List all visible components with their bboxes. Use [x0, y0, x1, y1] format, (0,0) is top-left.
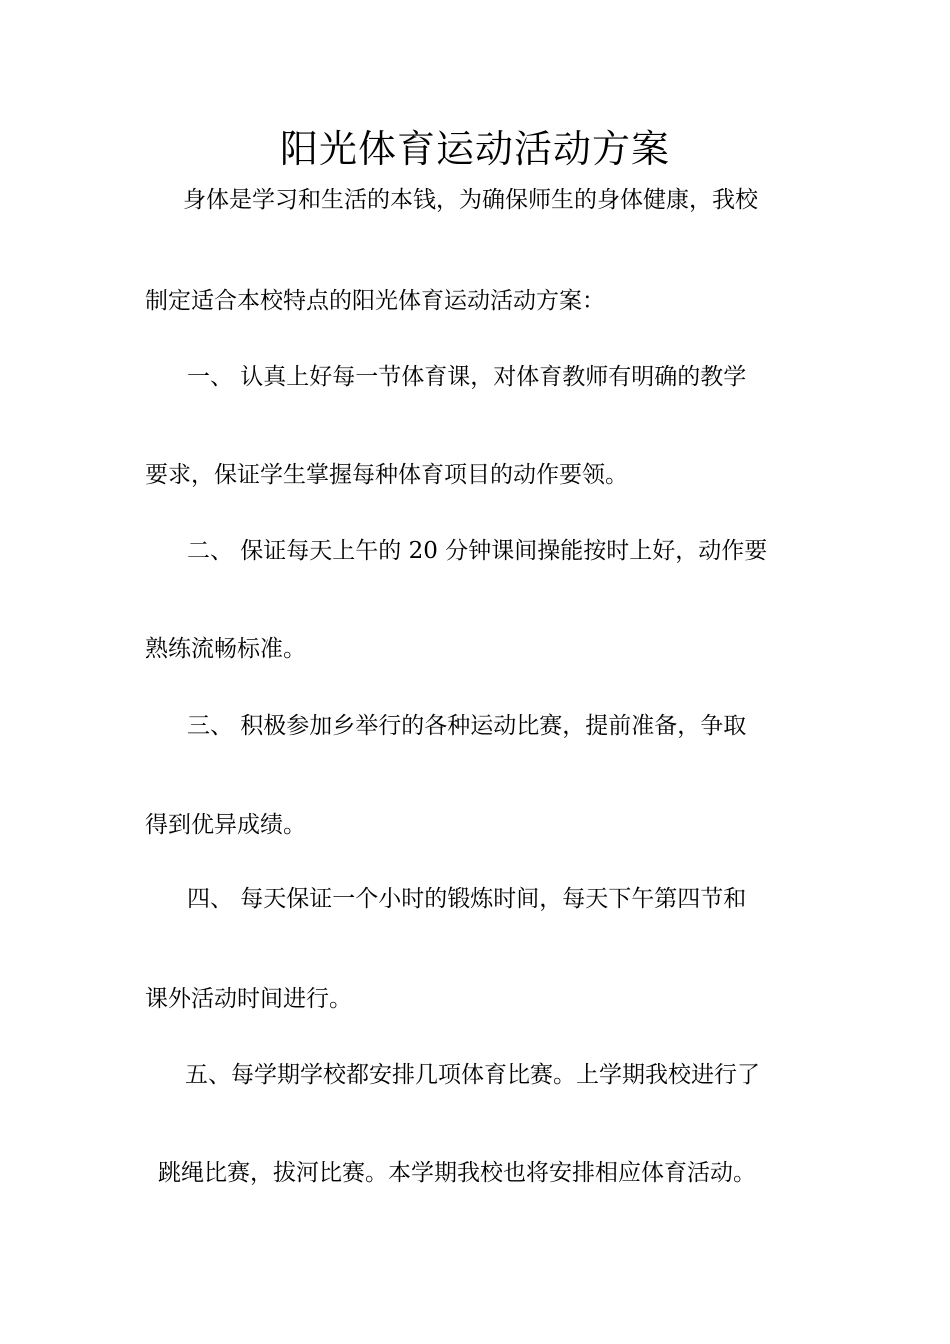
item-2-line-2: 熟练流畅标准。: [145, 636, 306, 662]
intro-line-2: 制定适合本校特点的阳光体育运动活动方案：: [145, 288, 605, 314]
item-3-line-1: 三、 积极参加乡举行的各种运动比赛，提前准备，争取: [187, 713, 747, 739]
item-4-line-2: 课外活动时间进行。: [145, 986, 352, 1012]
item-3-line-2: 得到优异成绩。: [145, 812, 306, 838]
item-4-line-1: 四、 每天保证一个小时的锻炼时间，每天下午第四节和: [187, 886, 747, 912]
intro-line-1: 身体是学习和生活的本钱，为确保师生的身体健康，我校: [183, 187, 758, 213]
item-5-line-2: 跳绳比赛，拔河比赛。本学期我校也将安排相应体育活动。: [158, 1160, 756, 1186]
item-1-line-1: 一、 认真上好每一节体育课，对体育教师有明确的教学: [187, 364, 747, 390]
document-title: 阳光体育运动活动方案: [279, 127, 670, 171]
item-1-line-2: 要求，保证学生掌握每种体育项目的动作要领。: [145, 462, 628, 488]
item-2-line-1: 二、 保证每天上午的 20 分钟课间操能按时上好，动作要: [187, 538, 768, 564]
item-5-line-1: 五、每学期学校都安排几项体育比赛。上学期我校进行了: [185, 1062, 760, 1088]
